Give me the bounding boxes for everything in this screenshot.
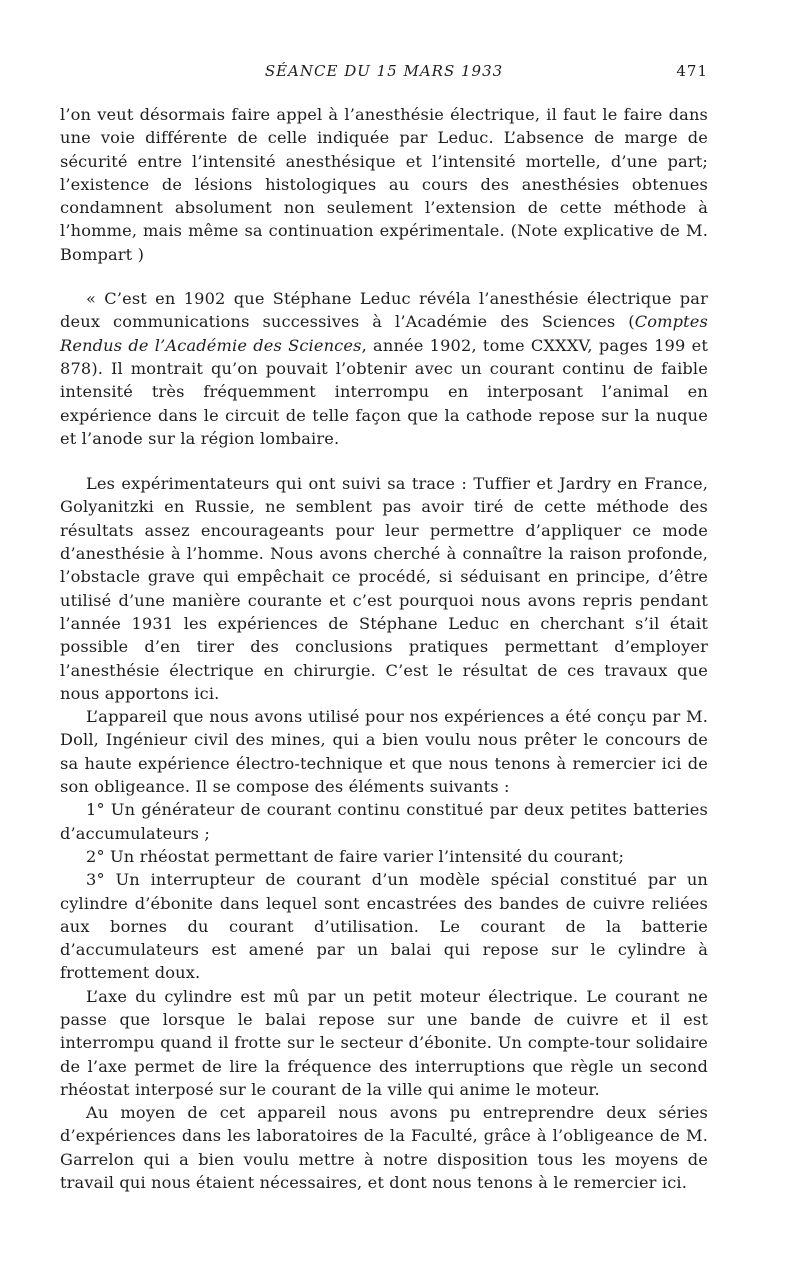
paragraph-experiments-faculty: Au moyen de cet appareil nous avons pu entreprendre deux séries d’expériences dans les laboratoires de la Faculté, grâce à l’obligeance de M. Garrelon qui a bien voulu mettre à notre disposition tous les moyens de travail qui nous étaient nécessaires, et dont nous tenons à le remercier ici.	[60, 1103, 708, 1193]
list-item-interrupter: 3° Un interrupteur de courant d’un modèle spécial constitué par un cylindre d’ébonite dans lequel sont encastrées des bandes de cuivre reliées aux bornes du courant d’utilisation. Le courant de la batterie d’accumulateurs est amené par un balai qui repose sur le cylindre à frottement doux.	[60, 870, 708, 983]
paragraph-experimenters: Les expérimentateurs qui ont suivi sa trace : Tuffier et Jardry en France, Golyanitzki en Russie, ne semblent pas avoir tiré de cette méthode des résultats assez encourageants pour leur permettre d’appliquer ce mode d’anesthésie à l’homme. Nous avons cherché à connaître la raison profonde, l’obstacle grave qui empêchait ce procédé, si séduisant en principe, d’être utilisé d’une manière courante et c’est pourquoi nous avons repris pendant l’année 1931 les expériences de Stéphane Leduc en cherchant s’il était possible d’en tirer des conclusions pratiques permettant d’employer l’anesthésie électrique en chirurgie. C’est le résultat de ces travaux que nous apportons ici.	[60, 474, 708, 703]
running-title: SÉANCE DU 15 MARS 1933	[264, 62, 504, 80]
paragraph-cylinder-axis: L’axe du cylindre est mû par un petit moteur électrique. Le courant ne passe que lorsque le balai repose sur une bande de cuivre et il est interrompu quand il frotte sur le secteur d’ébonite. Un compte-tour solidaire de l’axe permet de lire la fréquence des interruptions que règle un second rhéostat interposé sur le courant de la ville qui anime le moteur.	[60, 986, 708, 1099]
paragraph-apparatus: L’appareil que nous avons utilisé pour nos expériences a été conçu par M. Doll, Ingénieur civil des mines, qui a bien voulu nous prêter le concours de sa haute expérience électro-technique et que nous tenons à remercier ici de son obligeance. Il se compose des éléments suivants :	[60, 707, 708, 797]
list-item-rheostat: 2° Un rhéostat permettant de faire varier l’intensité du courant;	[86, 846, 625, 866]
running-header	[60, 62, 708, 86]
paragraph-leduc-part2: , année 1902, tome CXXXV, pages 199 et 878). Il montrait qu’on pouvait l’obtenir avec un courant continu de faible intensité très fréquemment interrompu en interposant l’animal en expérience dans le circuit de telle façon que la cathode repose sur la nuque et l’anode sur la région lombaire.	[60, 335, 708, 448]
paragraph-leduc-part1: « C’est en 1902 que Stéphane Leduc révéla l’anesthésie électrique par deux communications successives à l’Académie des Sciences (	[60, 289, 708, 332]
paragraph-note-continuation: l’on veut désormais faire appel à l’anesthésie électrique, il faut le faire dans une voie différente de celle indiquée par Leduc. L’absence de marge de sécurité entre l’intensité anesthésique et l’intensité mortelle, d’une part; l’existence de lésions histologiques au cours des anesthésies obtenues condamnent absolument non seulement l’extension de cette méthode à l’homme, mais même sa continuation expérimentale. (Note explicative de M. Bompart )	[60, 105, 708, 264]
list-item-generator: 1° Un générateur de courant continu constitué par deux petites batteries d’accumulateurs ;	[60, 800, 708, 843]
citation-comptes-rendus: Comptes Rendus de l’Académie des Sciences	[60, 312, 708, 355]
body-text	[60, 103, 708, 1194]
paragraph-leduc-discovery	[60, 287, 708, 450]
page-number: 471	[676, 62, 708, 80]
